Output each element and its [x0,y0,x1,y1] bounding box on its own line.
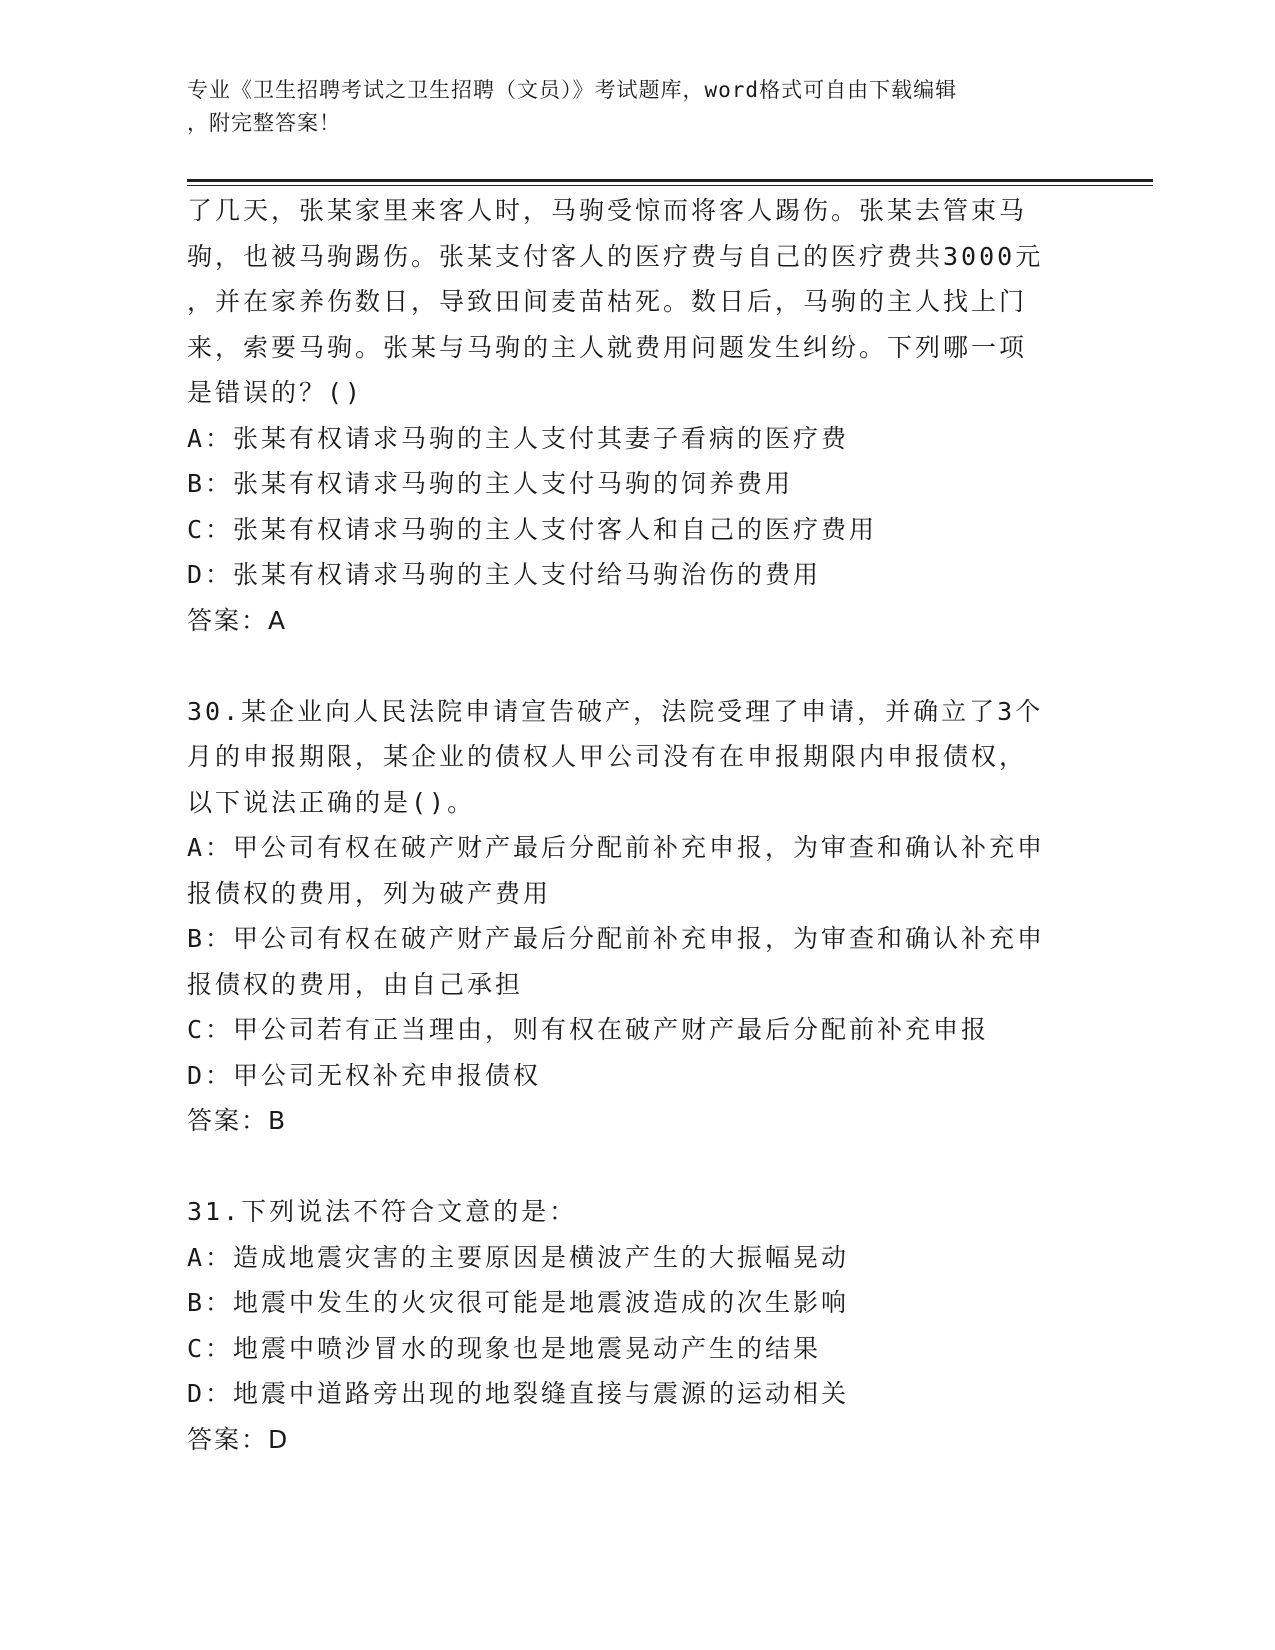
question-29 [187,188,1087,643]
question-29-option-d: D：张某有权请求马驹的主人支付给马驹治伤的费用 [187,560,822,589]
document-header [187,74,1087,140]
question-30-stem-line: 以下说法正确的是()。 [187,787,476,817]
question-29-option-c: C：张某有权请求马驹的主人支付客人和自己的医疗费用 [187,514,878,544]
question-spacer [187,643,1087,689]
question-30-option-a-cont: 报债权的费用，列为破产费用 [187,878,552,908]
question-31-option-d: D：地震中道路旁出现的地裂缝直接与震源的运动相关 [187,1379,850,1408]
question-31 [187,1189,1087,1462]
question-30-option-b-cont: 报债权的费用，由自己承担 [187,969,524,999]
question-29-stem-line: ，并在家养伤数日，导致田间麦苗枯死。数日后，马驹的主人找上门 [187,287,1028,316]
question-29-option-a: A：张某有权请求马驹的主人支付其妻子看病的医疗费 [187,423,850,453]
question-31-option-a: A：造成地震灾害的主要原因是横波产生的大振幅晃动 [187,1242,850,1272]
question-31-answer: 答案：D [187,1424,290,1454]
question-29-answer: 答案：A [187,605,288,635]
question-30-answer: 答案：B [187,1106,288,1135]
question-30-option-c: C：甲公司若有正当理由，则有权在破产财产最后分配前补充申报 [187,1015,990,1044]
question-31-stem-line: 31.下列说法不符合文意的是： [187,1197,578,1226]
question-30-option-a: A：甲公司有权在破产财产最后分配前补充申报，为审查和确认补充申 [187,833,1046,862]
question-29-stem-line: 驹，也被马驹踢伤。张某支付客人的医疗费与自己的医疗费共3000元 [187,241,1044,271]
question-30-stem-line: 月的申报期限，某企业的债权人甲公司没有在申报期限内申报债权， [187,742,1028,771]
question-spacer [187,1144,1087,1190]
question-29-stem-line: 是错误的？() [187,378,364,407]
header-line-2: ，附完整答案！ [187,111,341,135]
question-list [187,188,1087,1462]
question-30-option-d: D：甲公司无权补充申报债权 [187,1060,542,1090]
header-divider-thin [187,185,1153,186]
question-30-option-b: B：甲公司有权在破产财产最后分配前补充申报，为审查和确认补充申 [187,924,1046,953]
question-31-option-c: C：地震中喷沙冒水的现象也是地震晃动产生的结果 [187,1333,822,1363]
question-31-option-b: B：地震中发生的火灾很可能是地震波造成的次生影响 [187,1288,850,1317]
question-29-stem-line: 来，索要马驹。张某与马驹的主人就费用问题发生纠纷。下列哪一项 [187,332,1028,362]
question-29-stem-line: 了几天，张某家里来客人时，马驹受惊而将客人踢伤。张某去管束马 [187,196,1028,225]
header-divider-thick [187,179,1153,182]
header-line-1: 专业《卫生招聘考试之卫生招聘（文员）》考试题库，word格式可自由下载编辑 [187,78,958,102]
question-30-stem-line: 30.某企业向人民法院申请宣告破产，法院受理了申请，并确立了3个 [187,696,1044,726]
question-29-option-b: B：张某有权请求马驹的主人支付马驹的饲养费用 [187,469,794,498]
question-30 [187,689,1087,1144]
